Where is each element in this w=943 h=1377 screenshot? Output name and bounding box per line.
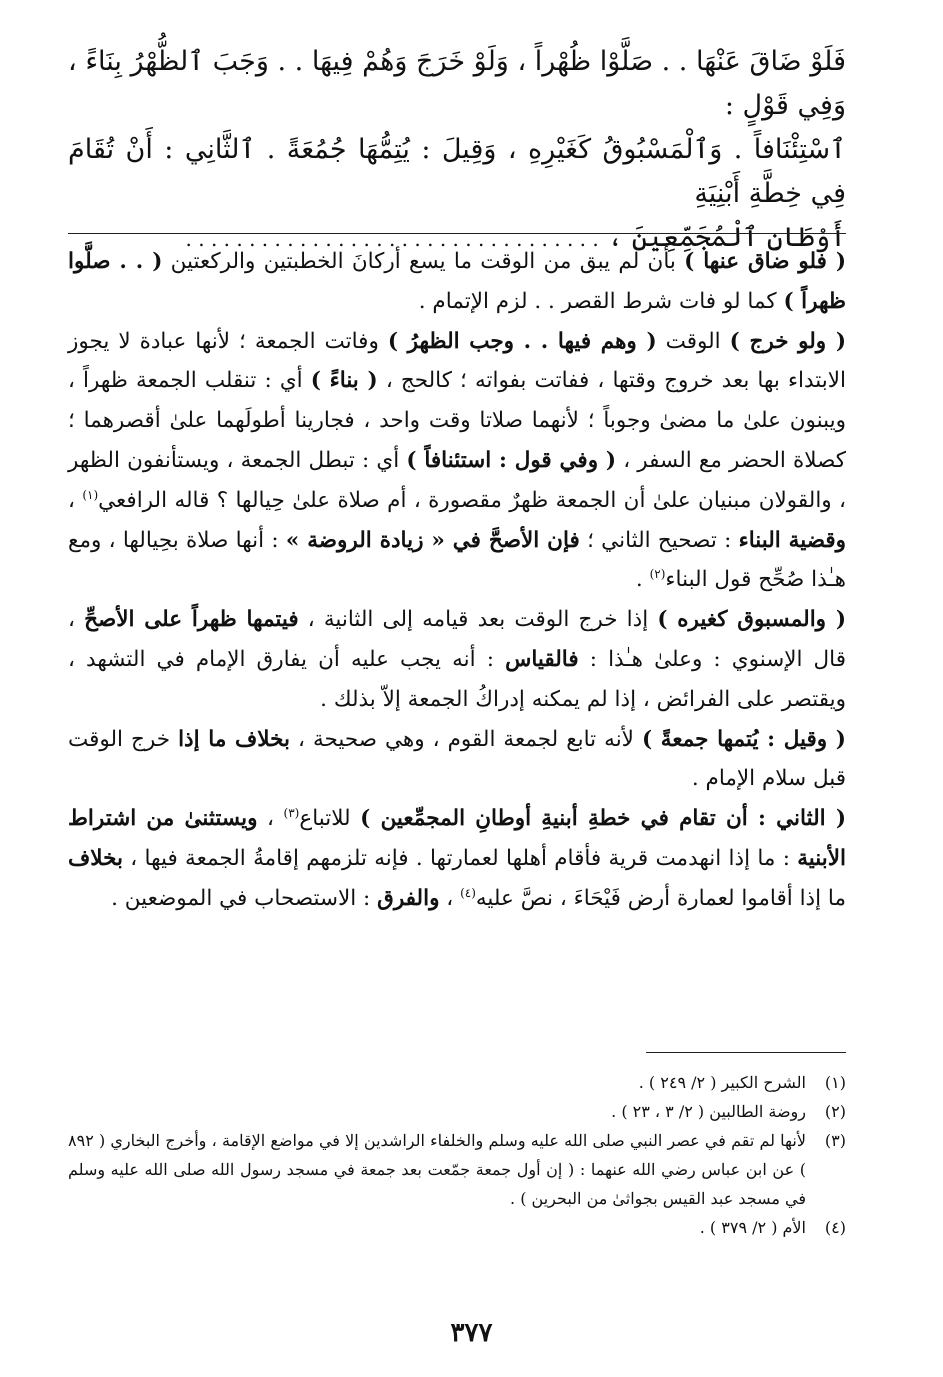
- commentary-text: : أنها صلاة بحِيالها ، ومع هـٰذا صُحِّح قول البناء: [68, 527, 846, 593]
- footnote-text: لأنها لم تقم في عصر النبي صلى الله عليه وسلم والخلفاء الراشدين إلا في مواضع الإقامة ، وأخرج البخاري ( ٨٩٢ ) عن ابن عباس رضي الله عنهما : ( إن أول جمعة جمّعت بعد جمعة في مسجد رسول الله صلى الله عليه وسلم في مسجد عبد القيس بجواثىٰ من البحرين ) .: [68, 1131, 807, 1208]
- matn-block: [68, 40, 846, 261]
- commentary-text: أي : تبطل الجمعة ، ويستأنفون الظهر ، والقولان مبنيان علىٰ أن الجمعة ظهرٌ مقصورة ، أم صلاة علىٰ حِيالها ؟ قاله الرافعي: [68, 447, 846, 513]
- quoted-matn: ( وقيل : يُتمها جمعةً ): [641, 726, 846, 752]
- footnote-ref[interactable]: (٣): [283, 806, 300, 820]
- matn-line: ٱسْتِئْنَافاً . وَٱلْمَسْبُوقُ كَغَيْرِهِ ، وَقِيلَ : يُتِمُّهَا جُمُعَةً . ٱلثَّانِي : أَنْ تُقَامَ فِي خِطَّةِ أَبْنِيَةِ: [68, 134, 846, 209]
- bold-phrase: فيتمها ظهراً على الأصحِّ: [84, 607, 299, 633]
- footnote-ref[interactable]: (٢): [649, 567, 666, 582]
- commentary-paragraph: [68, 322, 846, 601]
- footnote-text: روضة الطالبين ( ٢/ ٣ ، ٢٣ ) .: [611, 1102, 806, 1121]
- commentary-text: بأن لم يبق من الوقت ما يسع أركانَ الخطبتين والركعتين: [162, 249, 685, 274]
- bold-phrase: بخلاف ما إذا: [178, 726, 290, 752]
- commentary-text: : أنه يجب عليه أن يفارق الإمام في التشهد ، ويقتصر على الفرائض ، إذا لم يمكنه إدراكُ الجمعة إلاّ بذلك .: [68, 646, 846, 712]
- commentary-text: : تصحيح الثاني ؛: [579, 527, 739, 553]
- footnote-number: (٤): [824, 1218, 846, 1237]
- commentary-text: ،: [257, 806, 284, 832]
- commentary-text: الوقت: [656, 328, 730, 354]
- commentary-text: لأنه تابع لجمعة القوم ، وهي صحيحة ،: [289, 726, 642, 752]
- quoted-matn: ( وهم فيها . . وجب الظهرُ ): [387, 328, 657, 354]
- commentary-text: إذا خرج الوقت بعد قيامه إلى الثانية ،: [298, 607, 658, 633]
- bold-phrase: والفرق: [377, 885, 440, 911]
- quoted-matn: ( والمسبوق كغيره ): [657, 607, 847, 633]
- commentary-paragraph: [68, 720, 846, 800]
- matn-line: فَلَوْ ضَاقَ عَنْهَا . . صَلَّوْا ظُهْراً ، وَلَوْ خَرَجَ وَهُمْ فِيهَا . . وَجَبَ ٱلظُّهْرُ بِنَاءً ، وَفِي قَوْلٍ :: [68, 46, 846, 121]
- footnote-divider: [646, 1052, 846, 1053]
- quoted-matn: ( الثاني : أن تقام في خطةِ أبنيةِ أوطانِ المجمِّعين ): [360, 806, 846, 832]
- matn-text: أَوْطَانِ ٱلْمُجَمِّعِينَ ،: [607, 222, 846, 253]
- commentary-text: .: [635, 567, 650, 593]
- footnote-number: (٢): [824, 1102, 846, 1121]
- quoted-matn: ( فلو ضاق عنها ): [684, 249, 846, 274]
- quoted-matn: ( وفي قول : استئنافاً ): [406, 447, 617, 473]
- commentary-text: وفاتت الجمعة ؛ لأنها عبادة لا يجوز الابتداء بها بعد خروج وقتها ، ففاتت بفواته ؛ كالحج ،: [68, 328, 847, 394]
- ellipsis-dots: . . . . . . . . . . . . . . . . . . . . . . . . . . . . . . . . .: [185, 227, 599, 251]
- bold-phrase: وقضية البناء: [738, 527, 846, 553]
- footnote-ref[interactable]: (١): [82, 487, 99, 502]
- footnote: [68, 1097, 846, 1126]
- footnote: [68, 1126, 846, 1213]
- footnote-number: (٣): [824, 1131, 846, 1150]
- commentary-text: : ما إذا انهدمت قرية فأقام أهلها لعمارتها . فإنه تلزمهم إقامةُ الجمعة فيها ،: [122, 845, 798, 871]
- footnotes: [68, 1068, 846, 1242]
- commentary-text: ،: [68, 487, 83, 513]
- bold-phrase: فالقياس: [505, 646, 579, 672]
- quoted-matn: ( ولو خرج ): [729, 328, 846, 354]
- footnote-text: الأم ( ٢/ ٣٧٩ ) .: [699, 1218, 806, 1237]
- commentary-paragraph: [68, 799, 846, 918]
- commentary-paragraph: [68, 242, 846, 322]
- commentary-block: [68, 242, 846, 919]
- footnote-ref[interactable]: (٤): [460, 885, 476, 900]
- footnote-text: الشرح الكبير ( ٢/ ٢٤٩ ) .: [638, 1073, 806, 1092]
- commentary-text: : الاستصحاب في الموضعين .: [111, 885, 378, 911]
- footnote-number: (١): [824, 1073, 846, 1092]
- quoted-matn: ( . . صلَّوا ظهراً ): [68, 249, 846, 314]
- footnote: [68, 1213, 846, 1242]
- commentary-text: ، قال الإسنوي : وعلىٰ هـٰذا :: [68, 607, 846, 672]
- commentary-text: أي : تنقلب الجمعة ظهراً ، ويبنون علىٰ ما مضىٰ وجوباً ؛ لأنهما صلاتا وقت واحد ، فجارينا أطولَهما علىٰ أقصرهما ؛ كصلاة الحضر مع السفر ،: [68, 368, 846, 473]
- commentary-text: خرج الوقت قبل سلام الإمام .: [68, 726, 846, 792]
- bold-phrase: بخلاف: [68, 845, 123, 871]
- quoted-matn: ( بناءً ): [310, 368, 378, 394]
- commentary-text: كما لو فات شرط القصر . . لزم الإتمام .: [418, 288, 784, 314]
- commentary-text: ما إذا أقاموا لعمارة أرض فَيْحَاءَ ، نصَّ عليه: [475, 885, 846, 911]
- commentary-paragraph: [68, 600, 846, 719]
- commentary-text: للاتباع: [299, 806, 361, 832]
- commentary-text: ،: [439, 885, 461, 911]
- section-divider: [68, 233, 846, 234]
- bold-phrase: ويستثنىٰ من اشتراط الأبنية: [68, 806, 846, 871]
- page-number: ٣٧٧: [450, 1318, 493, 1348]
- footnote: [68, 1068, 846, 1097]
- bold-phrase: فإن الأصحَّ في « زيادة الروضة »: [285, 527, 580, 553]
